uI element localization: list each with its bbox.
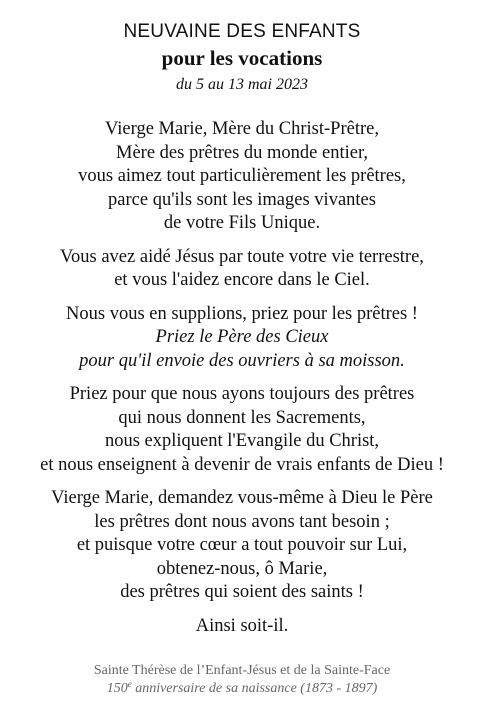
prayer-text: [0, 118, 484, 638]
prayer-stanza-1: [0, 118, 484, 236]
prayer-line: Priez pour que nous ayons toujours des prêtres: [69, 384, 415, 404]
novena-dates: du 5 au 13 mai 2023: [176, 76, 308, 93]
anniversary-text: anniversaire de sa naissance (1873 - 1897): [131, 681, 378, 696]
prayer-amen: Ainsi soit-il.: [195, 615, 289, 636]
prayer-stanza-5: [0, 487, 484, 605]
prayer-line: Mère des prêtres du monde entier,: [116, 142, 368, 163]
prayer-stanza-3: [0, 303, 484, 374]
prayer-line-italic: pour qu'il envoie des ouvriers à sa moisson.: [79, 350, 405, 371]
footer: [0, 662, 484, 698]
anniversary-number: 150: [106, 681, 128, 696]
page-title: NEUVAINE DES ENFANTS: [123, 21, 361, 42]
prayer-line: les prêtres dont nous avons tant besoin ;: [94, 511, 390, 532]
prayer-line: Vierge Marie, demandez vous-même à Dieu le Père: [51, 488, 433, 508]
prayer-line-italic: Priez le Père des Cieux: [155, 327, 329, 347]
prayer-line: obtenez-nous, ô Marie,: [156, 558, 328, 579]
prayer-line: et nous enseignent à devenir de vrais enfants de Dieu !: [40, 454, 444, 475]
anniversary-ordinal-suffix: e: [127, 679, 132, 689]
page-subtitle: pour les vocations: [161, 46, 323, 70]
prayer-stanza-4: [0, 383, 484, 477]
prayer-line: et puisque votre cœur a tout pouvoir sur Lui,: [76, 535, 408, 555]
prayer-line: vous aimez tout particulièrement les prêtres,: [78, 166, 406, 186]
prayer-line: Vierge Marie, Mère du Christ-Prêtre,: [105, 119, 379, 139]
footer-anniversary: [0, 680, 484, 698]
prayer-line: et vous l'aidez encore dans le Ciel.: [114, 270, 370, 290]
prayer-line: nous expliquent l'Evangile du Christ,: [104, 431, 380, 451]
prayer-line: qui nous donnent les Sacrements,: [118, 407, 366, 428]
prayer-line: parce qu'ils sont les images vivantes: [108, 189, 376, 210]
prayer-stanza-2: [0, 246, 484, 293]
prayer-line: Vous avez aidé Jésus par toute votre vie terrestre,: [60, 246, 424, 267]
prayer-line: Nous vous en supplions, priez pour les prêtres !: [66, 303, 418, 324]
prayer-line: de votre Fils Unique.: [163, 213, 321, 233]
footer-author: Sainte Thérèse de l’Enfant-Jésus et de la Sainte-Face: [93, 663, 391, 678]
prayer-line: des prêtres qui soient des saints !: [120, 582, 364, 602]
